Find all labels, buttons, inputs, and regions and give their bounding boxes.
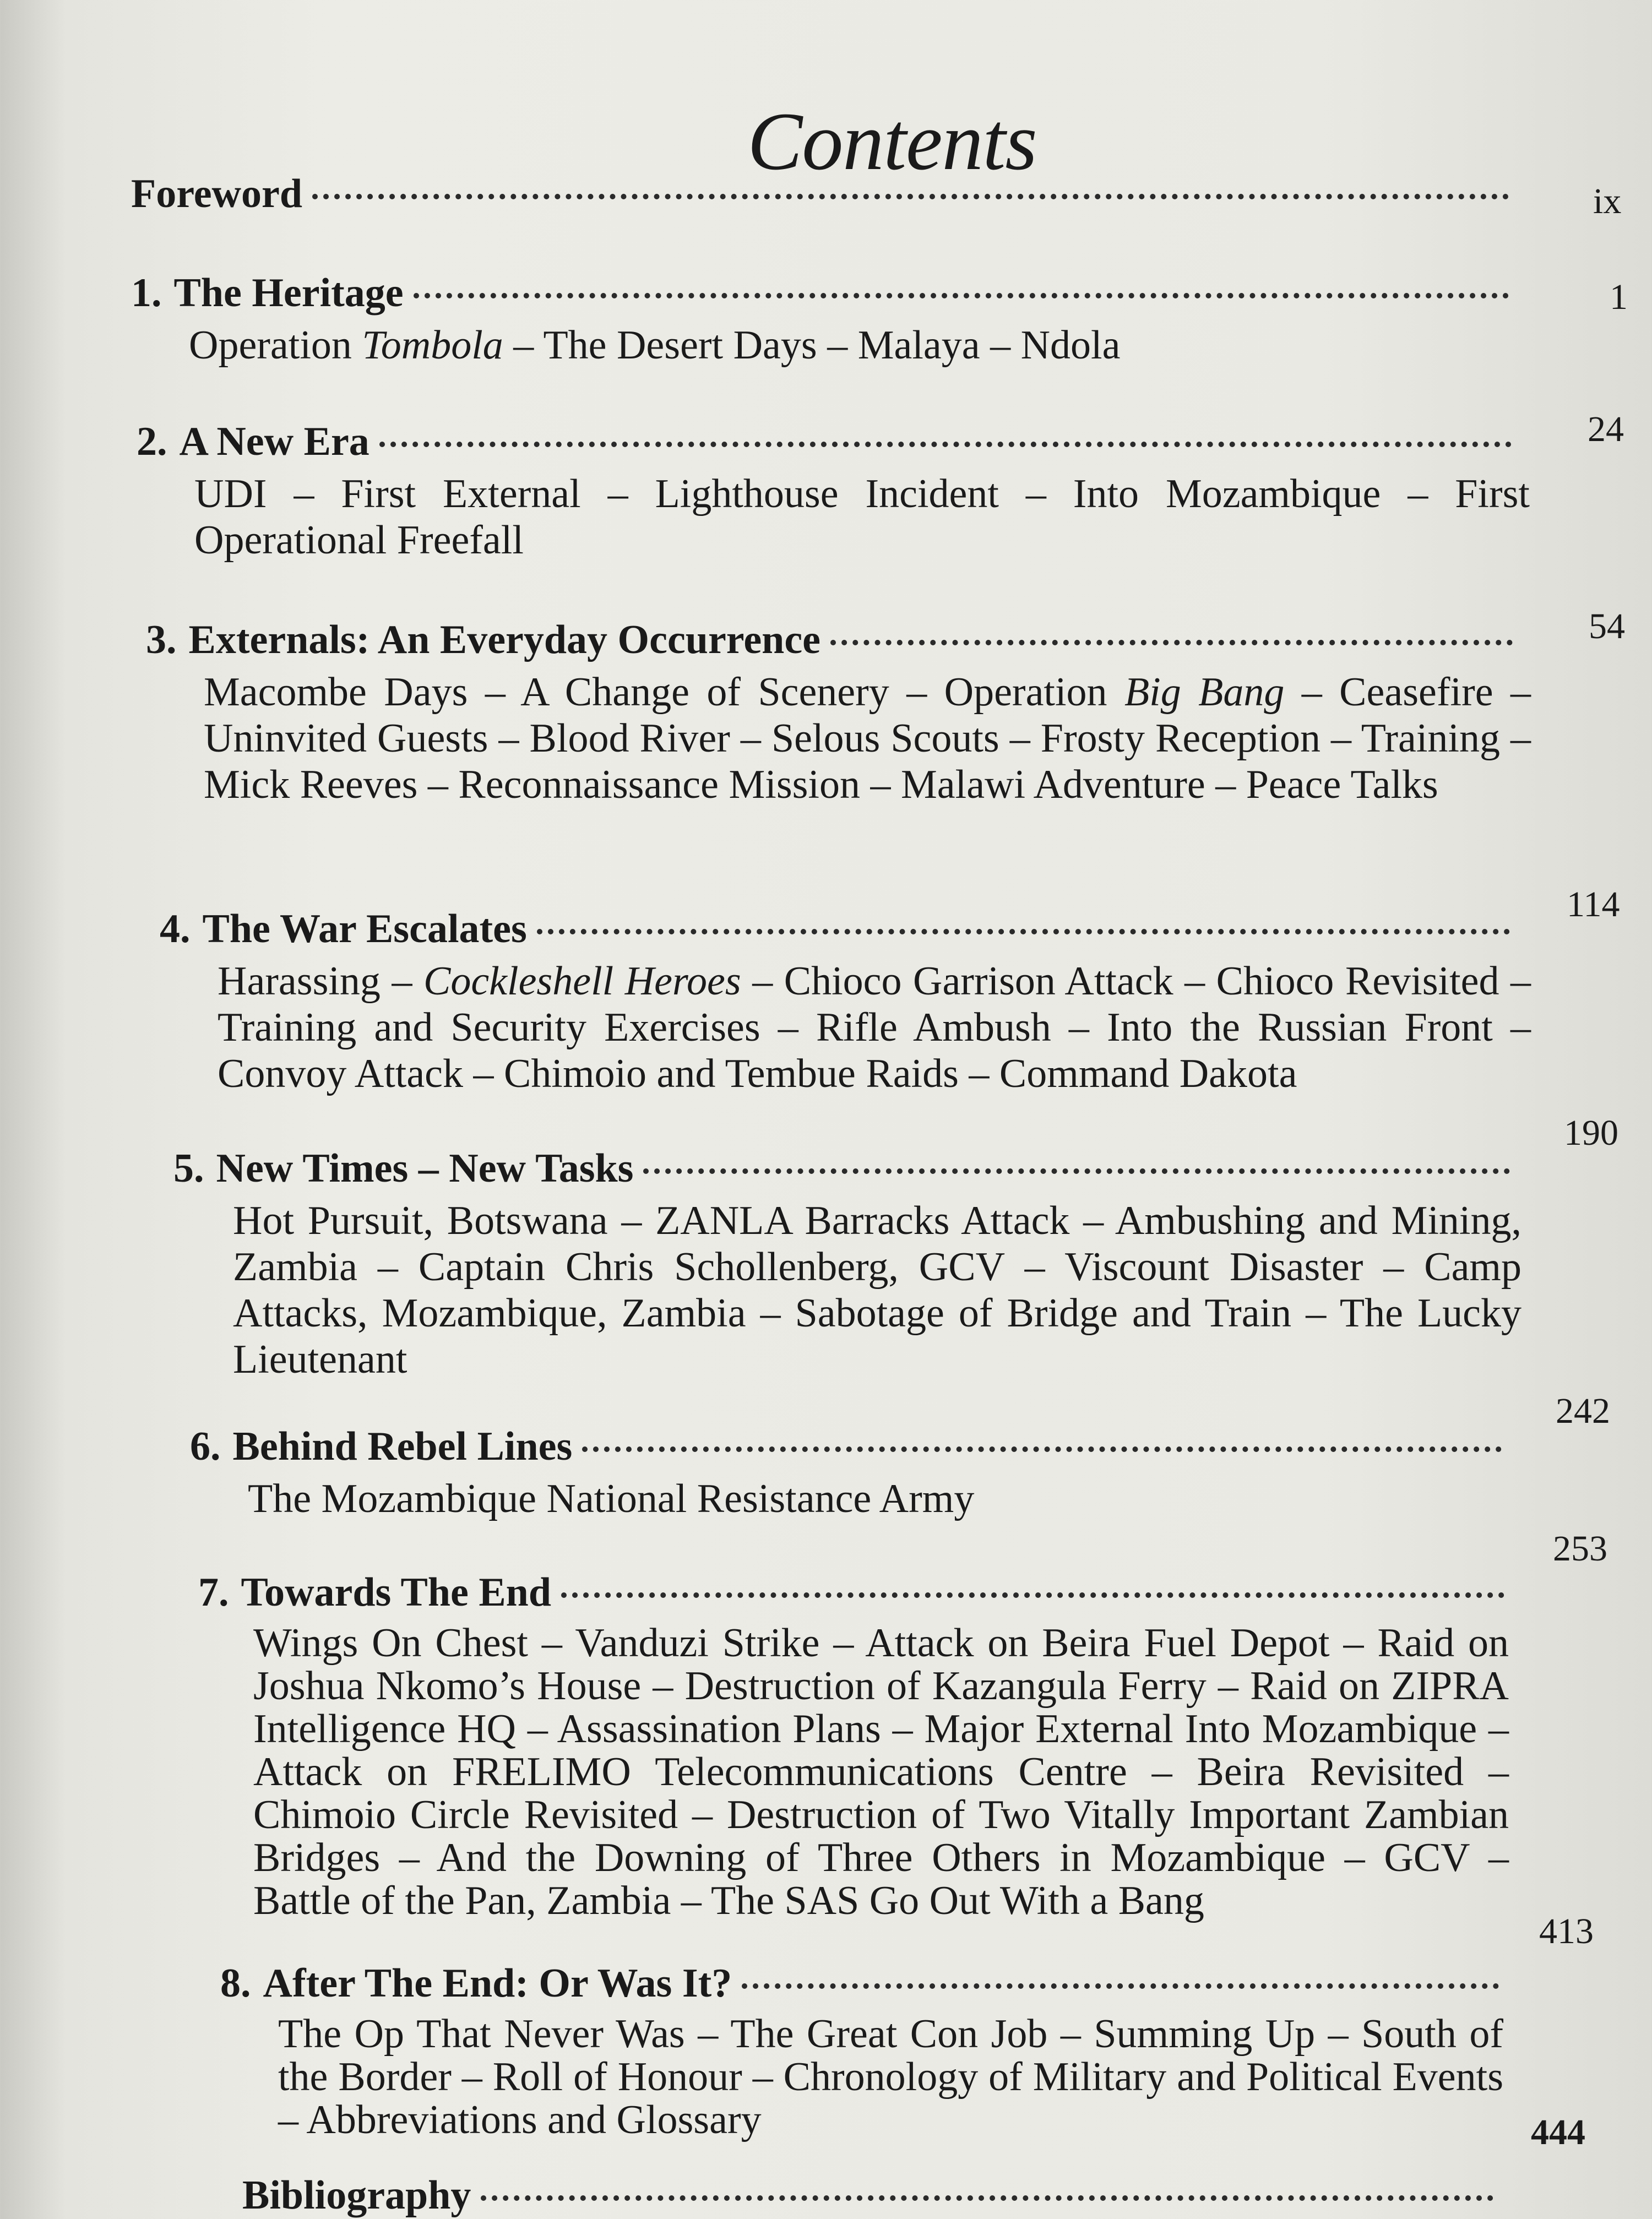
toc-entry-chapter-1 <box>131 270 1628 368</box>
dot-leader <box>643 1168 1510 1174</box>
entry-title: Externals: An Everyday Occurrence <box>188 617 821 662</box>
entry-subtopics: Macombe Days – A Change of Scenery – Operation Big Bang – Ceasefire – Uninvited Guests – Blood River – Selous Scouts – Frosty Reception – Training – Mick Reeves – Reconnaissance Mission – Malawi Adventure – Peace Talks <box>204 670 1531 807</box>
italic-title: Tombola <box>362 323 503 368</box>
entry-page: 253 <box>1553 1529 1607 1569</box>
entry-title: The Heritage <box>173 270 404 316</box>
entry-subtopics: Wings On Chest – Vanduzi Strike – Attack on Beira Fuel Depot – Raid on Joshua Nkomo’s House – Destruction of Kazangula Ferry – Raid on ZIPRA Intelligence HQ – Assassination Plans – Major External Into Mozambique – Attack on FRELIMO Telecommunications Centre – Beira Revisited – Chimoio Circle Revisited – Destruction of Two Vitally Important Zambian Bridges – And the Downing of Three Others in Mozambique – GCV – Battle of the Pan, Zambia – The SAS Go Out With a Bang <box>253 1620 1509 1923</box>
toc-entry-chapter-2 <box>137 409 1624 563</box>
entry-number: 1. <box>131 270 162 316</box>
entry-page: 24 <box>1588 409 1624 449</box>
dot-leader <box>414 293 1509 298</box>
page-title: Contents <box>747 95 1037 187</box>
dot-leader <box>537 929 1510 934</box>
dot-leader <box>481 2195 1493 2201</box>
entry-subtopics: Operation Tombola – The Desert Days – Malaya – Ndola <box>189 323 1121 368</box>
dot-leader <box>379 442 1512 447</box>
entry-subtopics: The Mozambique National Resistance Army <box>248 1476 975 1521</box>
entry-page: 413 <box>1539 1911 1594 1951</box>
entry-subtopics: Hot Pursuit, Botswana – ZANLA Barracks Attack – Ambushing and Mining, Zambia – Captain Chris Schollenberg, GCV – Viscount Disaster – Camp Attacks, Mozambique, Zambia – Sabotage of Bridge and Train – The Lucky Lieutenant <box>233 1198 1521 1382</box>
entry-number: 3. <box>146 617 177 662</box>
toc-entry-chapter-7 <box>198 1529 1607 1923</box>
entry-page: 1 <box>1610 277 1628 317</box>
entry-title: The War Escalates <box>202 906 527 951</box>
entry-number: 6. <box>190 1424 221 1469</box>
toc-entry-chapter-6 <box>190 1391 1610 1522</box>
entry-subtopics: Harassing – Cockleshell Heroes – Chioco Garrison Attack – Chioco Revisited – Training and Security Exercises – Rifle Ambush – Into the Russian Front – Convoy Attack – Chimoio and Tembue Raids – Command Dakota <box>218 959 1531 1096</box>
dot-leader <box>312 194 1509 199</box>
toc-entry-chapter-4 <box>160 884 1620 1097</box>
italic-title: Big Bang <box>1124 670 1285 715</box>
dot-leader <box>742 1983 1499 1989</box>
italic-title: Cockleshell Heroes <box>423 959 741 1004</box>
entry-title: New Times – New Tasks <box>216 1146 634 1191</box>
dot-leader <box>582 1446 1502 1452</box>
entry-number: 5. <box>173 1146 204 1191</box>
entry-title: Behind Rebel Lines <box>232 1424 573 1469</box>
toc-entry-foreword <box>131 171 1622 221</box>
entry-page: 114 <box>1567 884 1620 924</box>
toc-entry-bibliography <box>242 2112 1585 2219</box>
entry-page: 444 <box>1531 2112 1585 2152</box>
entry-title: After The End: Or Was It? <box>263 1961 732 2006</box>
entry-number: 7. <box>198 1570 229 1615</box>
entry-subtopics: The Op That Never Was – The Great Con Job – Summing Up – South of the Border – Roll of Honour – Chronology of Military and Political Events – Abbreviations and Glossary <box>278 2011 1503 2142</box>
entry-title: A New Era <box>179 419 369 464</box>
entry-number: 8. <box>220 1961 251 2006</box>
toc-entry-chapter-5 <box>173 1113 1618 1383</box>
entry-page: 54 <box>1589 606 1625 646</box>
entry-page: 242 <box>1556 1391 1610 1431</box>
entry-number: 2. <box>137 419 167 464</box>
entry-title: Bibliography <box>242 2173 471 2218</box>
dot-leader <box>830 640 1513 645</box>
toc-entry-chapter-3 <box>146 606 1625 808</box>
entry-page: ix <box>1593 181 1622 221</box>
entry-title: Foreword <box>131 171 302 216</box>
entry-title: Towards The End <box>241 1570 551 1615</box>
entry-subtopics: UDI – First External – Lighthouse Incident – Into Mozambique – First Operational Freefall <box>194 471 1530 563</box>
entry-page: 190 <box>1564 1113 1618 1153</box>
entry-number: 4. <box>160 906 191 951</box>
dot-leader <box>561 1592 1504 1598</box>
